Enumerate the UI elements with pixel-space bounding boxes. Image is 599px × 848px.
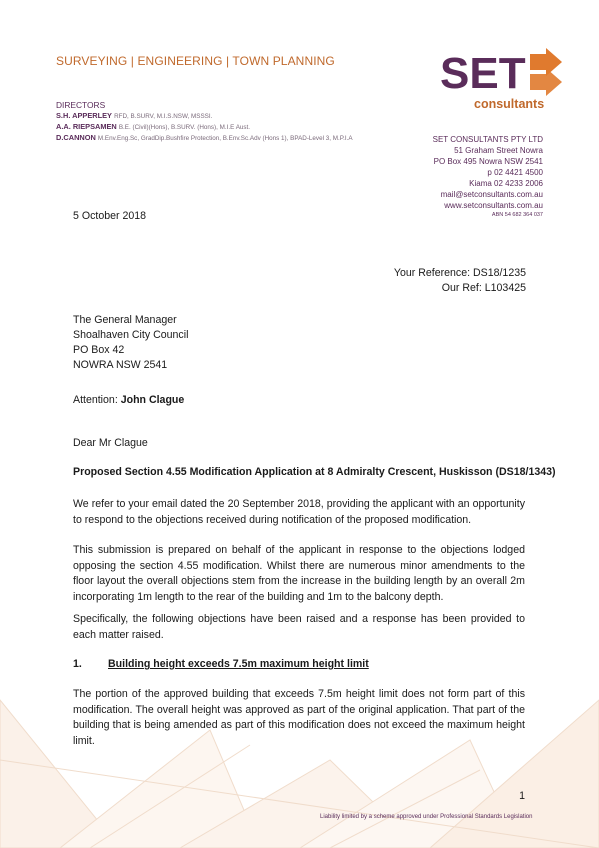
company-website: www.setconsultants.com.au (444, 201, 543, 210)
director-line (56, 111, 212, 120)
salutation: Dear Mr Clague (73, 437, 148, 449)
paragraph: Specifically, the following objections have been raised and a response has been provided to each matter raised. (73, 613, 525, 641)
director-quals: B.E. (Civil)(Hons), B.SURV. (Hons), M.I.E Aust. (118, 124, 251, 131)
director-name: S.H. APPERLEY (56, 111, 112, 120)
addressee-line: The General Manager (73, 314, 177, 326)
director-name: A.A. RIEPSAMEN (56, 122, 117, 131)
company-abn: ABN 54 682 364 037 (491, 212, 543, 218)
company-po-box: PO Box 495 Nowra NSW 2541 (433, 157, 543, 166)
attention-label: Attention: (73, 394, 118, 406)
director-name: D.CANNON (56, 133, 96, 142)
company-email: mail@setconsultants.com.au (440, 190, 543, 199)
page-number: 1 (519, 790, 525, 802)
paragraph: We refer to your email dated the 20 September 2018, providing the applicant with an opportunity to respond to the objections received during notification of the proposed modification. (73, 498, 525, 526)
letter-date: 5 October 2018 (73, 210, 147, 222)
attention-name: John Clague (120, 394, 185, 406)
logo-subtext: consultants (474, 97, 545, 111)
director-line (56, 122, 250, 131)
directors-title: DIRECTORS (56, 100, 106, 110)
director-line (56, 133, 353, 142)
addressee-line: PO Box 42 (73, 344, 125, 356)
your-reference: Your Reference: DS18/1235 (393, 267, 526, 279)
section-title: Building height exceeds 7.5m maximum height limit (108, 658, 369, 670)
paragraph: The portion of the approved building that exceeds 7.5m height limit does not form part of this modification. The overall height was approved as part of the original application. That part of the building that is being amended as part of this modification does not exceed the maximum height limit. (73, 688, 525, 747)
our-reference: Our Ref: L103425 (441, 282, 526, 294)
subject-line: Proposed Section 4.55 Modification Application at 8 Admiralty Crescent, Huskisson (DS18/1343) (73, 466, 556, 478)
company-tagline: SURVEYING | ENGINEERING | TOWN PLANNING (56, 54, 335, 68)
logo-arrows-icon (530, 48, 562, 96)
company-phone: p 02 4421 4500 (487, 168, 543, 177)
addressee-block (73, 313, 188, 373)
set-consultants-logo (438, 46, 568, 114)
company-name: SET CONSULTANTS PTY LTD (432, 135, 543, 144)
logo-text: SET (440, 49, 526, 98)
addressee-line: NOWRA NSW 2541 (73, 359, 168, 371)
addressee-line: Shoalhaven City Council (73, 329, 189, 341)
company-kiama-phone: Kiama 02 4233 2006 (469, 179, 543, 188)
attention-line (73, 393, 184, 408)
director-quals: RFD, B.SURV, M.I.S.NSW, MSSSI. (114, 113, 213, 120)
company-street: 51 Graham Street Nowra (454, 146, 543, 155)
director-quals: M.Env.Eng.Sc, GradDip.Bushfire Protection, B.Env.Sc.Adv (Hons 1), BPAD-Level 3, M.P.I.A (97, 135, 353, 142)
section-number: 1. (73, 658, 82, 670)
liability-footer: Liability limited by a scheme approved under Professional Standards Legislation (320, 814, 533, 820)
paragraph: This submission is prepared on behalf of the applicant in response to the objections lodged opposing the section 4.55 modification. Whilst there are numerous minor amendments to the floor layout the overall objections stem from the increase in the building length by an overall 2m incorporating 1m length to the rear of the building and 1m to the balcony depth. (73, 544, 525, 603)
